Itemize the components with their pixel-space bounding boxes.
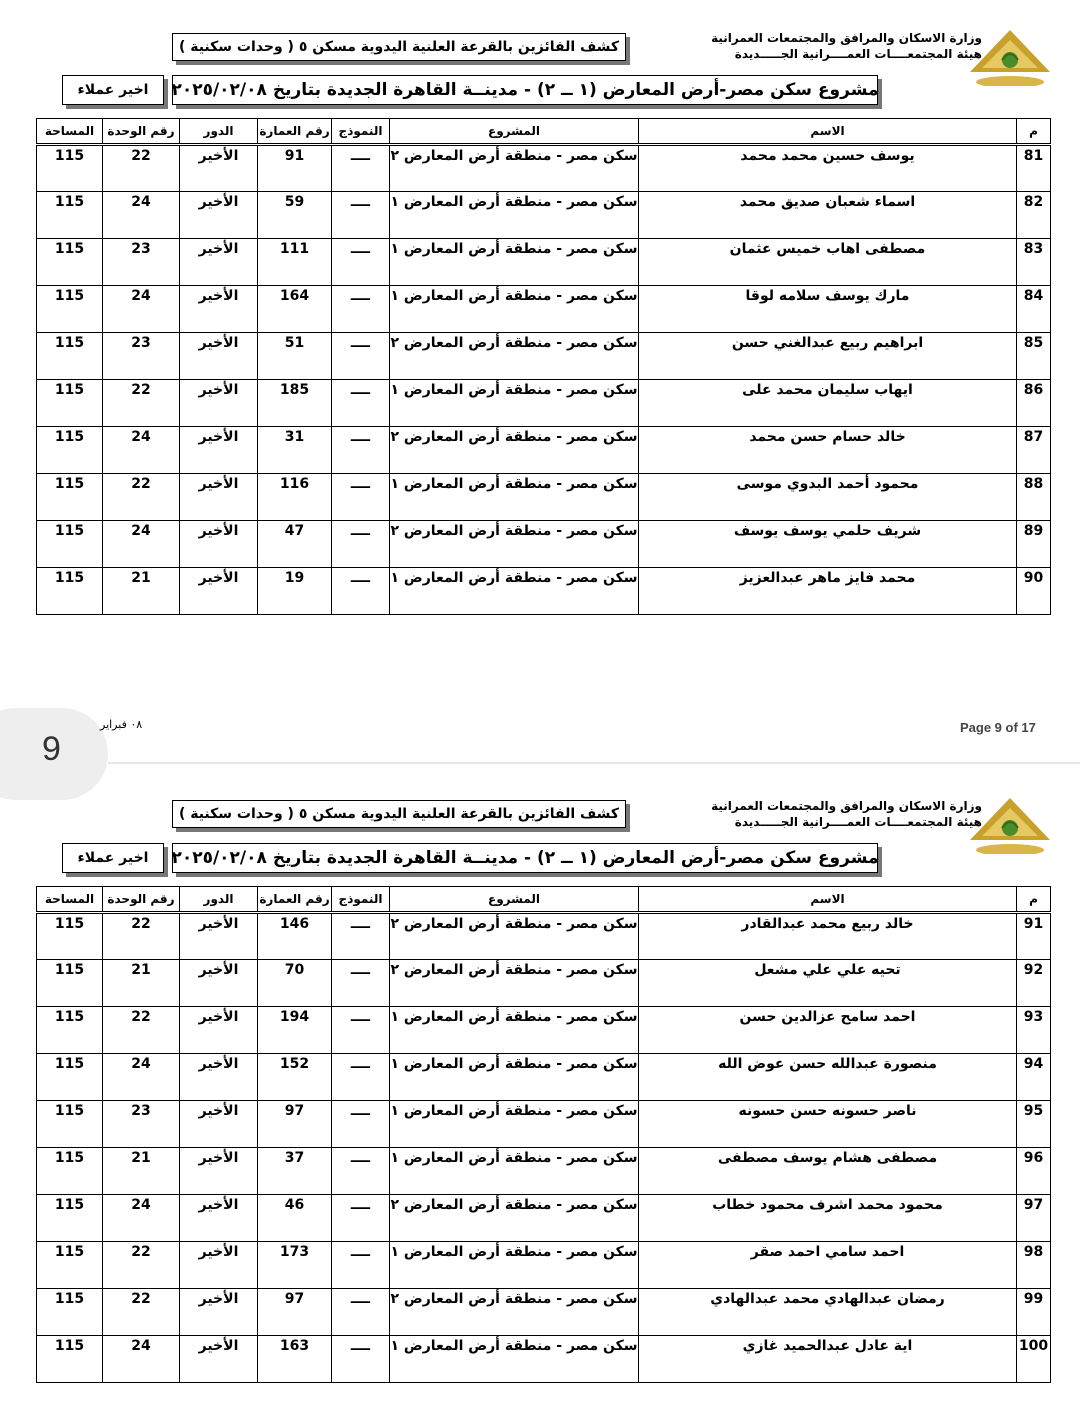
floor-value: الأخير <box>180 333 258 380</box>
area-value: 115 <box>37 1007 103 1054</box>
table-row <box>37 333 1051 380</box>
project-name: سكن مصر - منطقة أرض المعارض ١ <box>390 380 639 427</box>
area-value: 115 <box>37 239 103 286</box>
col-header-num: م <box>1017 887 1051 913</box>
model-value: ــــ <box>332 1195 390 1242</box>
row-number: 85 <box>1017 333 1051 380</box>
project-name: سكن مصر - منطقة أرض المعارض ١ <box>390 1336 639 1383</box>
ministry-line-2: هيئة المجتمعــــات العمــــرانية الجـــــديدة <box>734 815 982 829</box>
floor-value: الأخير <box>180 380 258 427</box>
floor-value: الأخير <box>180 286 258 333</box>
project-name: سكن مصر - منطقة أرض المعارض ٢ <box>390 333 639 380</box>
floor-value: الأخير <box>180 145 258 192</box>
col-header-building: رقم العمارة <box>258 887 332 913</box>
row-number: 95 <box>1017 1101 1051 1148</box>
row-number: 81 <box>1017 145 1051 192</box>
area-value: 115 <box>37 286 103 333</box>
unit-number: 24 <box>103 1054 180 1101</box>
winner-name: رمضان عبدالهادي محمد عبدالهادي <box>639 1289 1017 1336</box>
page-number-badge <box>0 708 108 800</box>
row-number: 82 <box>1017 192 1051 239</box>
footer-page-count: Page 9 of 17 <box>960 720 1036 735</box>
winner-name: محمد فايز ماهر عبدالعزيز <box>639 568 1017 615</box>
table-row <box>37 913 1051 960</box>
model-value: ــــ <box>332 380 390 427</box>
table-row <box>37 474 1051 521</box>
table-row <box>37 145 1051 192</box>
unit-number: 21 <box>103 1148 180 1195</box>
table-row <box>37 960 1051 1007</box>
col-header-area: المساحة <box>37 887 103 913</box>
row-number: 84 <box>1017 286 1051 333</box>
unit-number: 23 <box>103 333 180 380</box>
table-row <box>37 1336 1051 1383</box>
col-header-name: الاسم <box>639 119 1017 145</box>
building-number: 116 <box>258 474 332 521</box>
area-value: 115 <box>37 913 103 960</box>
last-clients-label: اخير عملاء <box>62 843 164 873</box>
building-number: 59 <box>258 192 332 239</box>
building-number: 37 <box>258 1148 332 1195</box>
row-number: 83 <box>1017 239 1051 286</box>
col-header-project: المشروع <box>390 887 639 913</box>
model-value: ــــ <box>332 1289 390 1336</box>
winner-name: ايهاب سليمان محمد على <box>639 380 1017 427</box>
unit-number: 22 <box>103 1242 180 1289</box>
building-number: 51 <box>258 333 332 380</box>
row-number: 93 <box>1017 1007 1051 1054</box>
table-row <box>37 239 1051 286</box>
col-header-floor: الدور <box>180 887 258 913</box>
model-value: ــــ <box>332 960 390 1007</box>
ministry-line-1: وزارة الاسكان والمرافق والمجتمعات العمرانية <box>711 31 982 45</box>
project-name: سكن مصر - منطقة أرض المعارض ١ <box>390 192 639 239</box>
model-value: ــــ <box>332 1054 390 1101</box>
winner-name: اسماء شعبان صديق محمد <box>639 192 1017 239</box>
unit-number: 22 <box>103 913 180 960</box>
unit-number: 24 <box>103 521 180 568</box>
area-value: 115 <box>37 1195 103 1242</box>
row-number: 100 <box>1017 1336 1051 1383</box>
page-badge-number: 9 <box>42 730 61 768</box>
project-name: سكن مصر - منطقة أرض المعارض ١ <box>390 568 639 615</box>
building-number: 111 <box>258 239 332 286</box>
row-number: 98 <box>1017 1242 1051 1289</box>
unit-number: 21 <box>103 568 180 615</box>
floor-value: الأخير <box>180 1195 258 1242</box>
building-number: 194 <box>258 1007 332 1054</box>
model-value: ــــ <box>332 192 390 239</box>
winner-name: مصطفى اهاب خميس عثمان <box>639 239 1017 286</box>
unit-number: 22 <box>103 1289 180 1336</box>
unit-number: 23 <box>103 239 180 286</box>
floor-value: الأخير <box>180 1289 258 1336</box>
unit-number: 24 <box>103 192 180 239</box>
area-value: 115 <box>37 1336 103 1383</box>
row-number: 86 <box>1017 380 1051 427</box>
floor-value: الأخير <box>180 1101 258 1148</box>
winner-name: اية عادل عبدالحميد غازي <box>639 1336 1017 1383</box>
project-name: سكن مصر - منطقة أرض المعارض ٢ <box>390 913 639 960</box>
winner-name: محمود أحمد البدوي موسى <box>639 474 1017 521</box>
table-header-row <box>37 119 1051 145</box>
winner-name: خالد ربيع محمد عبدالقادر <box>639 913 1017 960</box>
project-name: سكن مصر - منطقة أرض المعارض ١ <box>390 1148 639 1195</box>
winner-name: احمد سامح عزالدين حسن <box>639 1007 1017 1054</box>
area-value: 115 <box>37 192 103 239</box>
model-value: ــــ <box>332 913 390 960</box>
floor-value: الأخير <box>180 1336 258 1383</box>
unit-number: 23 <box>103 1101 180 1148</box>
project-name: سكن مصر - منطقة أرض المعارض ٢ <box>390 145 639 192</box>
building-number: 70 <box>258 960 332 1007</box>
unit-number: 21 <box>103 960 180 1007</box>
building-number: 163 <box>258 1336 332 1383</box>
area-value: 115 <box>37 568 103 615</box>
unit-number: 22 <box>103 474 180 521</box>
project-name: سكن مصر - منطقة أرض المعارض ١ <box>390 474 639 521</box>
floor-value: الأخير <box>180 427 258 474</box>
table-row <box>37 1195 1051 1242</box>
area-value: 115 <box>37 145 103 192</box>
table-row <box>37 1148 1051 1195</box>
ministry-name <box>700 798 982 830</box>
area-value: 115 <box>37 1054 103 1101</box>
ministry-line-2: هيئة المجتمعــــات العمــــرانية الجـــــديدة <box>734 47 982 61</box>
last-clients-label: اخير عملاء <box>62 75 164 105</box>
row-number: 90 <box>1017 568 1051 615</box>
col-header-num: م <box>1017 119 1051 145</box>
report-title: كشف الفائزين بالقرعة العلنية اليدوية مسكن ٥ ( وحدات سكنية ) <box>172 33 626 61</box>
model-value: ــــ <box>332 239 390 286</box>
model-value: ــــ <box>332 333 390 380</box>
ministry-line-1: وزارة الاسكان والمرافق والمجتمعات العمرانية <box>711 799 982 813</box>
floor-value: الأخير <box>180 1007 258 1054</box>
row-number: 91 <box>1017 913 1051 960</box>
floor-value: الأخير <box>180 913 258 960</box>
building-number: 152 <box>258 1054 332 1101</box>
project-name: سكن مصر - منطقة أرض المعارض ٢ <box>390 427 639 474</box>
project-title: مشروع سكن مصر-أرض المعارض (١ ــ ٢) - مدينــة القاهرة الجديدة بتاريخ ٢٠٢٥/٠٢/٠٨ <box>172 75 878 105</box>
footer-date: ٠٨ فبراير <box>100 718 143 731</box>
model-value: ــــ <box>332 1148 390 1195</box>
area-value: 115 <box>37 427 103 474</box>
col-header-model: النموذج <box>332 119 390 145</box>
winner-name: ناصر حسونه حسن حسونه <box>639 1101 1017 1148</box>
table-row <box>37 568 1051 615</box>
project-name: سكن مصر - منطقة أرض المعارض ٢ <box>390 1289 639 1336</box>
row-number: 88 <box>1017 474 1051 521</box>
area-value: 115 <box>37 1148 103 1195</box>
winner-name: احمد سامي احمد صقر <box>639 1242 1017 1289</box>
unit-number: 24 <box>103 1195 180 1242</box>
model-value: ــــ <box>332 427 390 474</box>
project-name: سكن مصر - منطقة أرض المعارض ١ <box>390 1242 639 1289</box>
report-title: كشف الفائزين بالقرعة العلنية اليدوية مسكن ٥ ( وحدات سكنية ) <box>172 800 626 828</box>
floor-value: الأخير <box>180 192 258 239</box>
model-value: ــــ <box>332 1101 390 1148</box>
project-name: سكن مصر - منطقة أرض المعارض ٢ <box>390 1195 639 1242</box>
winner-name: مصطفى هشام يوسف مصطفى <box>639 1148 1017 1195</box>
building-number: 164 <box>258 286 332 333</box>
building-number: 46 <box>258 1195 332 1242</box>
floor-value: الأخير <box>180 521 258 568</box>
winner-name: محمود محمد اشرف محمود خطاب <box>639 1195 1017 1242</box>
project-name: سكن مصر - منطقة أرض المعارض ١ <box>390 1007 639 1054</box>
project-name: سكن مصر - منطقة أرض المعارض ١ <box>390 286 639 333</box>
table-row <box>37 380 1051 427</box>
project-name: سكن مصر - منطقة أرض المعارض ١ <box>390 1054 639 1101</box>
project-title: مشروع سكن مصر-أرض المعارض (١ ــ ٢) - مدينــة القاهرة الجديدة بتاريخ ٢٠٢٥/٠٢/٠٨ <box>172 843 878 873</box>
area-value: 115 <box>37 333 103 380</box>
table-row <box>37 1054 1051 1101</box>
floor-value: الأخير <box>180 474 258 521</box>
col-header-unit: رقم الوحدة <box>103 887 180 913</box>
building-number: 91 <box>258 145 332 192</box>
model-value: ــــ <box>332 474 390 521</box>
building-number: 173 <box>258 1242 332 1289</box>
unit-number: 22 <box>103 1007 180 1054</box>
model-value: ــــ <box>332 1242 390 1289</box>
winner-name: مارك يوسف سلامه لوقا <box>639 286 1017 333</box>
area-value: 115 <box>37 960 103 1007</box>
table-row <box>37 1289 1051 1336</box>
row-number: 99 <box>1017 1289 1051 1336</box>
unit-number: 24 <box>103 286 180 333</box>
model-value: ــــ <box>332 145 390 192</box>
model-value: ــــ <box>332 1007 390 1054</box>
building-number: 146 <box>258 913 332 960</box>
floor-value: الأخير <box>180 568 258 615</box>
project-name: سكن مصر - منطقة أرض المعارض ٢ <box>390 960 639 1007</box>
winners-table <box>36 118 1051 615</box>
page-separator <box>108 762 1080 764</box>
project-name: سكن مصر - منطقة أرض المعارض ٢ <box>390 521 639 568</box>
table-row <box>37 521 1051 568</box>
col-header-model: النموذج <box>332 887 390 913</box>
table-row <box>37 1242 1051 1289</box>
winners-table <box>36 886 1051 1383</box>
row-number: 97 <box>1017 1195 1051 1242</box>
building-number: 185 <box>258 380 332 427</box>
winner-name: تحيه علي علي مشعل <box>639 960 1017 1007</box>
model-value: ــــ <box>332 286 390 333</box>
table-row <box>37 1101 1051 1148</box>
winner-name: خالد حسام حسن محمد <box>639 427 1017 474</box>
table-row <box>37 192 1051 239</box>
winner-name: شريف حلمي يوسف يوسف <box>639 521 1017 568</box>
area-value: 115 <box>37 1242 103 1289</box>
col-header-floor: الدور <box>180 119 258 145</box>
table-row <box>37 286 1051 333</box>
building-number: 97 <box>258 1289 332 1336</box>
project-name: سكن مصر - منطقة أرض المعارض ١ <box>390 1101 639 1148</box>
winner-name: ابراهيم ربيع عبدالغني حسن <box>639 333 1017 380</box>
building-number: 47 <box>258 521 332 568</box>
area-value: 115 <box>37 1101 103 1148</box>
winner-name: منصورة عبدالله حسن عوض الله <box>639 1054 1017 1101</box>
area-value: 115 <box>37 474 103 521</box>
table-header-row <box>37 887 1051 913</box>
floor-value: الأخير <box>180 1242 258 1289</box>
model-value: ــــ <box>332 568 390 615</box>
building-number: 19 <box>258 568 332 615</box>
floor-value: الأخير <box>180 1054 258 1101</box>
area-value: 115 <box>37 1289 103 1336</box>
winner-name: يوسف حسين محمد محمد <box>639 145 1017 192</box>
area-value: 115 <box>37 380 103 427</box>
col-header-project: المشروع <box>390 119 639 145</box>
floor-value: الأخير <box>180 1148 258 1195</box>
col-header-unit: رقم الوحدة <box>103 119 180 145</box>
col-header-building: رقم العمارة <box>258 119 332 145</box>
table-row <box>37 1007 1051 1054</box>
unit-number: 24 <box>103 427 180 474</box>
unit-number: 22 <box>103 380 180 427</box>
ministry-name <box>700 30 982 62</box>
col-header-name: الاسم <box>639 887 1017 913</box>
project-name: سكن مصر - منطقة أرض المعارض ١ <box>390 239 639 286</box>
row-number: 92 <box>1017 960 1051 1007</box>
unit-number: 22 <box>103 145 180 192</box>
unit-number: 24 <box>103 1336 180 1383</box>
row-number: 94 <box>1017 1054 1051 1101</box>
row-number: 96 <box>1017 1148 1051 1195</box>
floor-value: الأخير <box>180 960 258 1007</box>
table-row <box>37 427 1051 474</box>
floor-value: الأخير <box>180 239 258 286</box>
model-value: ــــ <box>332 521 390 568</box>
col-header-area: المساحة <box>37 119 103 145</box>
model-value: ــــ <box>332 1336 390 1383</box>
row-number: 89 <box>1017 521 1051 568</box>
row-number: 87 <box>1017 427 1051 474</box>
building-number: 97 <box>258 1101 332 1148</box>
area-value: 115 <box>37 521 103 568</box>
building-number: 31 <box>258 427 332 474</box>
